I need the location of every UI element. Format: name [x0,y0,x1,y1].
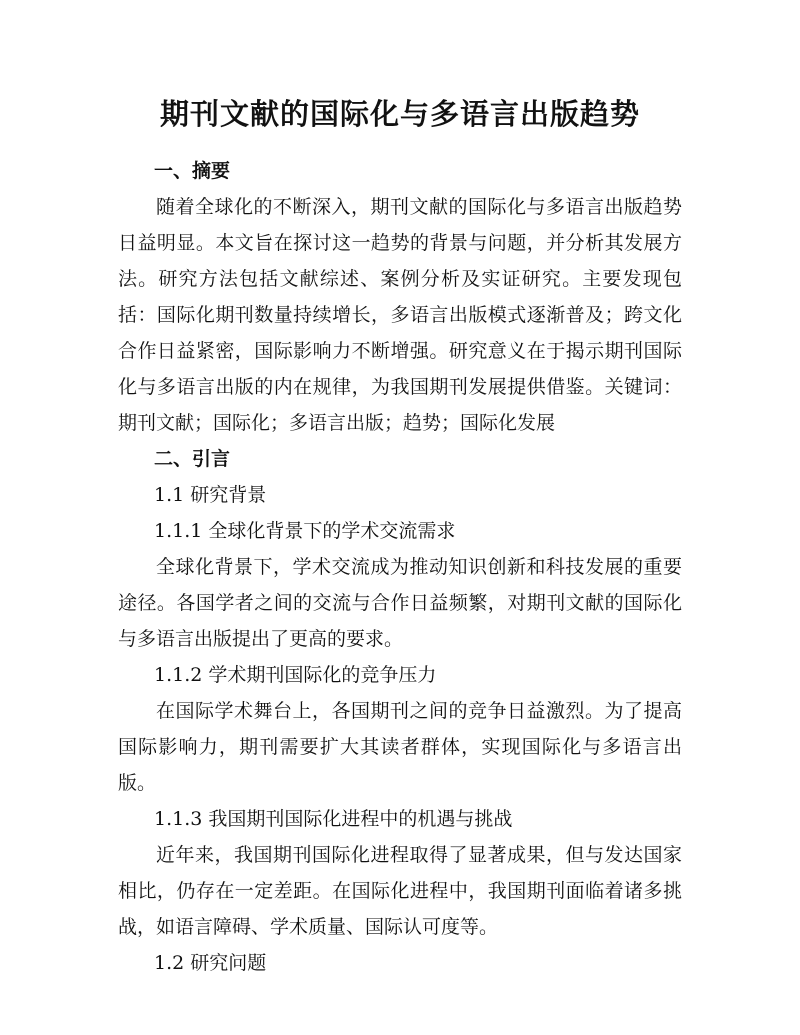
paragraph-1-1-1: 全球化背景下，学术交流成为推动知识创新和科技发展的重要途径。各国学者之间的交流与合作日益频繁，对期刊文献的国际化与多语言出版提出了更高的要求。 [118,556,682,650]
subheading-1-1-3: 1.1.3 我国期刊国际化进程中的机遇与挑战 [154,808,513,830]
subheading-research-questions: 1.2 研究问题 [154,952,267,974]
page-title: 期刊文献的国际化与多语言出版趋势 [159,97,640,131]
section-heading-abstract: 一、摘要 [154,160,231,182]
subheading-1-1-1: 1.1.1 全球化背景下的学术交流需求 [154,520,456,542]
subheading-1-1-2: 1.1.2 学术期刊国际化的竞争压力 [154,664,437,686]
abstract-paragraph: 随着全球化的不断深入，期刊文献的国际化与多语言出版趋势日益明显。本文旨在探讨这一趋势的背景与问题，并分析其发展方法。研究方法包括文献综述、案例分析及实证研究。主要发现包括：国际化期刊数量持续增长，多语言出版模式逐渐普及；跨文化合作日益紧密，国际影响力不断增强。研究意义在于揭示期刊国际化与多语言出版的内在规律，为我国期刊发展提供借鉴。关键词：期刊文献；国际化；多语言出版；趋势；国际化发展 [118,196,682,434]
section-heading-introduction: 二、引言 [154,448,231,470]
paragraph-1-1-3: 近年来，我国期刊国际化进程取得了显著成果，但与发达国家相比，仍存在一定差距。在国际化进程中，我国期刊面临着诸多挑战，如语言障碍、学术质量、国际认可度等。 [118,844,682,938]
paragraph-1-1-2: 在国际学术舞台上，各国期刊之间的竞争日益激烈。为了提高国际影响力，期刊需要扩大其读者群体，实现国际化与多语言出版。 [118,700,682,794]
subheading-research-background: 1.1 研究背景 [154,484,267,506]
